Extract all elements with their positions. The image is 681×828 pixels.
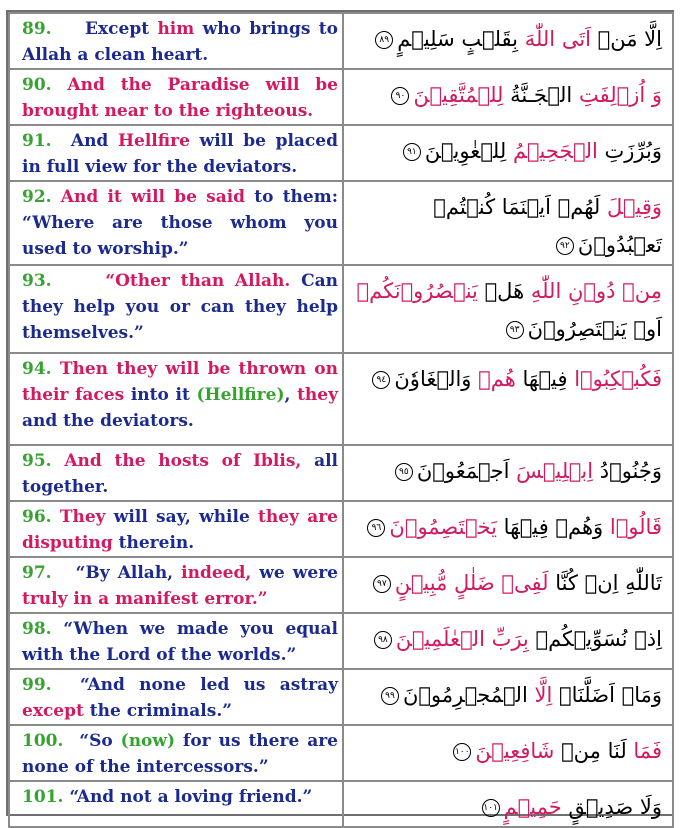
translation-segment: and the deviators. [22,411,194,431]
translation-segment: They [51,507,114,527]
translation-segment: will be placed in full view for the deviators. [22,131,338,177]
arabic-segment: هُمۡ [471,367,516,391]
verse-number: 101. [22,787,64,807]
verse-row [9,445,673,501]
ayah-end-marker-icon: ١٠١ [482,799,500,817]
ayah-end-marker-icon: ٩٨ [374,631,392,649]
arabic-segment: وَالۡغَاوٗنَ [394,367,472,391]
arabic-segment: فِيۡهَا [515,367,568,391]
arabic-segment: وَقِيۡلَ [600,195,662,219]
arabic-segment: الۡمُجۡرِمُوۡنَ [402,683,528,707]
translation-segment: “When we made you equal with the Lord of the worlds.” [22,619,338,665]
verse-translation [9,445,343,501]
arabic-segment: اَتَى [561,27,591,51]
verse-number: 92. [22,187,52,207]
verse-translation [9,501,343,557]
verse-row [9,669,673,725]
translation-segment: “And none led us astray [51,675,338,695]
arabic-segment: وَجُنُوۡدُ [593,459,662,483]
verse-row [9,265,673,353]
arabic-segment: فَمَا [626,739,662,763]
translation-segment: Can they help you [22,271,338,317]
verse-row [9,725,673,781]
verse-arabic [343,669,673,725]
translation-segment: Then they will be thrown on their faces [22,359,338,405]
ayah-end-marker-icon: ٩٤ [372,371,390,389]
translation-segment: for us there are none of the intercessors.” [22,731,338,777]
translation-segment: therein. [118,533,195,553]
verse-row [9,69,673,125]
arabic-segment: فَكُبۡكِبُوۡا [567,367,662,391]
verse-translation [9,265,343,353]
verse-number: 90. [22,75,52,95]
verse-number: 96. [22,507,52,527]
ayah-end-marker-icon: ٩٩ [381,687,399,705]
ayah-end-marker-icon: ١٠٠ [453,743,471,761]
arabic-segment: اَوۡ يَنۡتَصِرُوۡنَ [527,317,662,341]
arabic-segment: لِلۡغٰوِيۡنَ [424,139,507,163]
translation-segment: will [265,75,300,95]
translation-segment: , [284,385,298,405]
arabic-segment: يَنۡصُرُوۡنَكُمۡ [356,279,478,303]
verse-row [9,613,673,669]
verse-row [9,781,673,827]
translation-segment: “And not a loving friend.” [63,787,313,807]
translation-segment: we were [259,563,338,583]
translation-segment: they [297,385,338,405]
translation-segment: or can they help themselves.” [22,297,338,343]
translation-segment: be brought near to the righteous. [22,75,338,121]
translation-segment: they [258,507,299,527]
translation-segment: And it will be said [51,187,255,207]
verse-translation [9,353,343,445]
verse-arabic [343,181,673,265]
arabic-segment: وَلَا صَدِيۡقٍ [561,795,662,819]
arabic-segment: لَهُمۡ اَيۡنَمَا كُنۡتُمۡ تَعۡبُدُوۡنَ [433,195,662,257]
translation-segment: “By Allah, [51,563,182,583]
translation-segment: (Hellfire) [196,385,285,405]
verse-arabic [343,353,673,445]
verse-arabic [343,557,673,613]
translation-segment: “So [63,731,121,751]
arabic-segment: وَ اُزۡلِفَتِ [572,83,662,107]
verse-arabic [343,125,673,181]
translation-segment: the criminals.” [83,701,233,721]
verse-translation [9,69,343,125]
verse-arabic [343,69,673,125]
arabic-segment: مِنۡ دُوۡنِ اللّٰهِ [524,279,662,303]
verse-arabic [343,501,673,557]
arabic-segment: بِرَبِّ الۡعٰلَمِيۡنَ [395,627,529,651]
verse-number: 97. [22,563,52,583]
arabic-segment: قَالُوۡا [603,515,662,539]
verse-arabic [343,13,673,69]
verse-translation [9,125,343,181]
arabic-segment: الۡجَحِيۡمُ [506,139,598,163]
ayah-end-marker-icon: ٩٠ [391,87,409,105]
verse-number: 95. [22,451,52,471]
arabic-segment: اِلَّا مَنۡ [591,27,662,51]
ayah-end-marker-icon: ٩٥ [395,463,413,481]
arabic-segment: وَهُمۡ فِيۡهَا [497,515,604,539]
translation-segment: all together. [22,451,338,497]
translation-segment: (now) [120,731,176,751]
verse-table [8,12,674,828]
arabic-segment: وَبُرِّزَتِ [597,139,662,163]
verse-number: 89. [22,19,52,39]
arabic-segment: يَخۡتَصِمُوۡنَ [389,515,497,539]
verse-translation [9,725,343,781]
verse-number: 94. [22,359,52,379]
ayah-end-marker-icon: ٩٧ [373,575,391,593]
arabic-segment: اِبۡلِيۡسَ [509,459,594,483]
verse-row [9,501,673,557]
translation-segment: except [22,701,84,721]
translation-segment: truly in a manifest error.” [22,589,268,609]
arabic-segment: لَفِىۡ ضَلٰلٍ مُّبِيۡنٍ [394,571,549,595]
verse-translation [9,13,343,69]
arabic-segment: بِقَلۡبٍ سَلِيۡمٍ [397,27,519,51]
verse-row [9,181,673,265]
translation-segment: into it [130,385,197,405]
verse-arabic [343,613,673,669]
ayah-end-marker-icon: ٩٣ [506,321,524,339]
verse-translation [9,669,343,725]
verse-arabic [343,265,673,353]
verse-number: 98. [22,619,52,639]
arabic-segment: لِلۡمُتَّقِيۡنَ [413,83,504,107]
verse-row [9,13,673,69]
translation-segment: indeed, [181,563,260,583]
ayah-end-marker-icon: ٨٩ [375,31,393,49]
verse-rows [9,13,673,827]
verse-row [9,557,673,613]
arabic-segment: هَلۡ [477,279,525,303]
arabic-segment: لَنَا مِنۡ [554,739,627,763]
arabic-segment: اللّٰهَ [518,27,562,51]
ayah-end-marker-icon: ٩١ [403,143,421,161]
verse-translation [9,557,343,613]
verse-number: 91. [22,131,52,151]
translation-segment: Except [51,19,158,39]
arabic-segment: شَافِعِيۡنَ [475,739,555,763]
verse-row [9,125,673,181]
arabic-segment: اَجۡمَعُوۡنَ [416,459,510,483]
translation-segment: And the Paradise [51,75,266,95]
verse-number: 100. [22,731,64,751]
verse-number: 93. [22,271,52,291]
arabic-segment: تَاللّٰهِ اِنۡ كُنَّا [548,571,662,595]
translation-segment: And [51,131,118,151]
arabic-segment: اِذۡ نُسَوِّيۡكُمۡ [528,627,662,651]
verse-arabic [343,781,673,827]
arabic-segment: اِلَّا [527,683,553,707]
translation-segment: who brings to Allah a clean heart. [22,19,339,65]
translation-segment: will say, while [113,507,259,527]
translation-segment: him [157,19,195,39]
translation-segment: Hellfire [117,131,190,151]
verse-translation [9,781,343,827]
verse-translation [9,181,343,265]
translation-segment: And the hosts of Iblis, [51,451,302,471]
verse-translation [9,613,343,669]
ayah-end-marker-icon: ٩٦ [367,519,385,537]
verse-arabic [343,725,673,781]
verse-number: 99. [22,675,52,695]
verse-arabic [343,445,673,501]
arabic-segment: الۡجَـنَّةُ [503,83,573,107]
translation-segment: “Other than Allah. [51,271,291,291]
translation-segment: are disputing [22,507,338,553]
ayah-end-marker-icon: ٩٢ [556,237,574,255]
arabic-segment: وَمَاۤ اَضَلَّنَاۤ [552,683,662,707]
verse-table-frame [6,10,674,819]
arabic-segment: حَمِيۡمٍ [503,795,562,819]
verse-row [9,353,673,445]
translation-segment: to them: “Where are those whom you used to worship.” [22,187,338,259]
